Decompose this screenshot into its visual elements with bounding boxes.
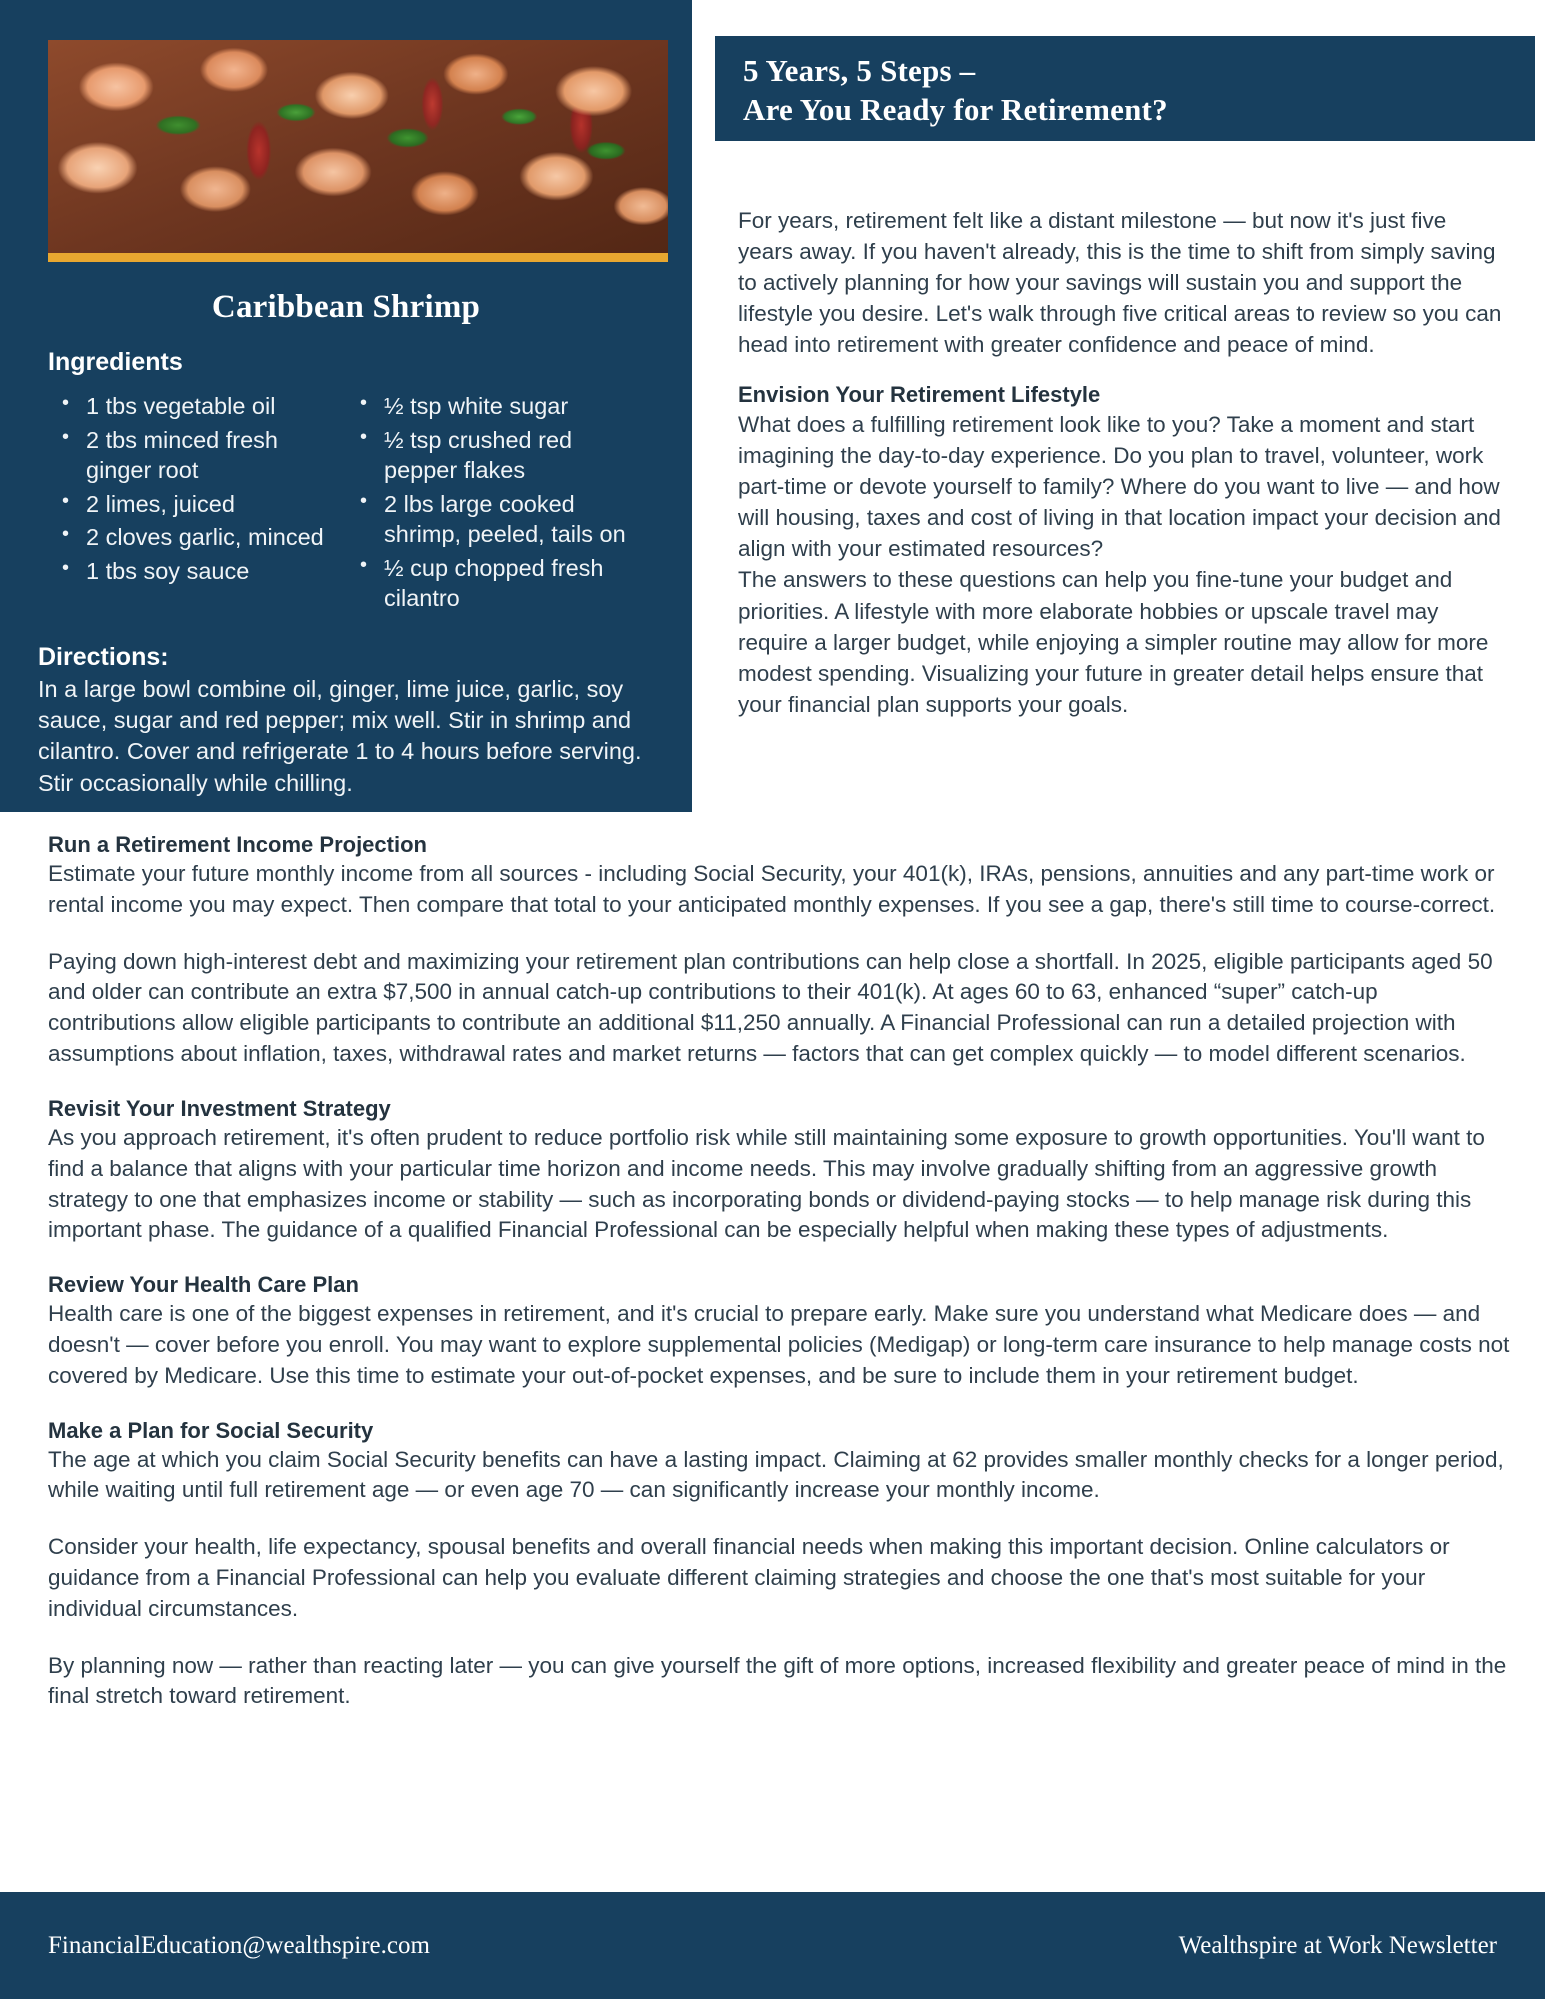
article-section-health-care (48, 1272, 1510, 1391)
article-section-income-projection (48, 832, 1510, 1070)
list-item: • 1 tbs vegetable oil (86, 391, 346, 422)
headline-line-1: 5 Years, 5 Steps – (743, 53, 976, 88)
section-heading-envision: Envision Your Retirement Lifestyle (738, 382, 1101, 408)
section-heading: Review Your Health Care Plan (48, 1272, 359, 1298)
headline-line-2: Are You Ready for Retirement? (743, 92, 1168, 128)
section-paragraph: Estimate your future monthly income from all sources - including Social Security, your 401(k), IRAs, pensions, annuities and any part-time work or rental income you may expect. Then compare that total to your anticipated monthly expenses. If you see a gap, there's still time to course-correct. (48, 861, 1496, 917)
page-footer (0, 1892, 1545, 1999)
section-paragraph: As you approach retirement, it's often prudent to reduce portfolio risk while still maintaining some exposure to growth opportunities. You'll want to find a balance that aligns with your particular time horizon and income needs. This may involve gradually shifting from an aggressive growth strategy to one that emphasizes income or stability — such as incorporating bonds or dividend-paying stocks — to help manage risk during this important phase. The guidance of a qualified Financial Professional can be especially helpful when making these types of adjustments. (48, 1124, 1485, 1243)
intro-paragraph: For years, retirement felt like a distant milestone — but now it's just five years away. If you haven't already, this is the time to shift from simply saving to actively planning for how your savings will sustain you and support the lifestyle you desire. Let's walk through five critical areas to review so you can head into retirement with greater confidence and peace of mind. (738, 208, 1502, 358)
ingredients-column-right (346, 391, 644, 617)
gold-accent-bar (48, 253, 668, 262)
directions-text: In a large bowl combine oil, ginger, lime juice, garlic, soy sauce, sugar and red pepper; mix well. Stir in shrimp and cilantro. Cover and refrigerate 1 to 4 hours before serving. Stir occasionally while chilling. (38, 675, 642, 796)
list-item: • ½ cup chopped fresh cilantro (384, 553, 644, 614)
recipe-photo-wrap (48, 40, 668, 262)
section-paragraph: By planning now — rather than reacting later — you can give yourself the gift of more options, increased flexibility and greater peace of mind in the final stretch toward retirement. (48, 1652, 1507, 1709)
directions-label: Directions: (38, 642, 169, 671)
intro-section-paragraph-2: The answers to these questions can help you fine-tune your budget and priorities. A lifestyle with more elaborate hobbies or upscale travel may require a larger budget, while enjoying a simpler routine may allow for more modest spending. Visualizing your future in greater detail helps ensure that your financial plan supports your goals. (738, 567, 1489, 717)
article-section-social-security (48, 1418, 1510, 1713)
list-item: • 2 limes, juiced (86, 489, 346, 520)
top-zone (0, 0, 1545, 812)
section-heading: Make a Plan for Social Security (48, 1417, 374, 1443)
ingredients-column-left (48, 391, 346, 617)
ingredients-columns (48, 391, 644, 617)
list-item: • 2 cloves garlic, minced (86, 522, 346, 553)
recipe-title: Caribbean Shrimp (211, 289, 481, 325)
footer-email[interactable]: FinancialEducation@wealthspire.com (48, 1931, 430, 1959)
section-paragraph: Health care is one of the biggest expenses in retirement, and it's crucial to prepare early. Make sure you understand what Medicare does — and doesn't — cover before you enroll. You may want to explore supplemental policies (Medigap) or long-term care insurance to help manage costs not covered by Medicare. Use this time to estimate your out-of-pocket expenses, and be sure to include them in your retirement budget. (48, 1301, 1510, 1388)
article-section-investment-strategy (48, 1096, 1510, 1246)
section-heading: Run a Retirement Income Projection (48, 832, 427, 857)
section-heading: Revisit Your Investment Strategy (48, 1095, 391, 1121)
headline-banner (715, 36, 1535, 141)
intro-section-paragraph-1: What does a fulfilling retirement look like to you? Take a moment and start imagining the day-to-day experience. Do you plan to travel, volunteer, work part-time or devote yourself to family? Where do you want to live — and how will housing, taxes and cost of living in that location impact your decision and align with your estimated resources? (738, 412, 1501, 562)
ingredients-label: Ingredients (48, 348, 183, 376)
list-item: • ½ tsp white sugar (384, 391, 644, 422)
section-paragraph: Paying down high-interest debt and maximizing your retirement plan contributions can help close a shortfall. In 2025, eligible participants aged 50 and older can contribute an extra $7,500 in annual catch-up contributions to their 401(k). At ages 60 to 63, enhanced “super” catch-up contributions allow eligible participants to contribute an additional $11,250 annually. A Financial Professional can run a detailed projection with assumptions about inflation, taxes, withdrawal rates and market returns — factors that can get complex quickly — to model different scenarios. (48, 948, 1493, 1067)
section-paragraph: The age at which you claim Social Security benefits can have a lasting impact. Claiming at 62 provides smaller monthly checks for a longer period, while waiting until full retirement age — or even age 70 — can significantly increase your monthly income. (48, 1446, 1504, 1503)
recipe-panel (0, 0, 692, 812)
article-body (48, 832, 1510, 1738)
caribbean-shrimp-photo (48, 40, 668, 253)
list-item: • 1 tbs soy sauce (86, 556, 346, 587)
intro-column (738, 205, 1504, 720)
list-item: • 2 tbs minced fresh ginger root (86, 425, 346, 486)
footer-newsletter-name: Wealthspire at Work Newsletter (1178, 1931, 1497, 1959)
list-item: • ½ tsp crushed red pepper flakes (384, 425, 644, 486)
shrimp-photo-texture (48, 40, 668, 253)
section-paragraph: Consider your health, life expectancy, spousal benefits and overall financial needs when making this important decision. Online calculators or guidance from a Financial Professional can help you evaluate different claiming strategies and choose the one that's most suitable for your individual circumstances. (48, 1534, 1450, 1621)
list-item: • 2 lbs large cooked shrimp, peeled, tails on (384, 489, 644, 550)
